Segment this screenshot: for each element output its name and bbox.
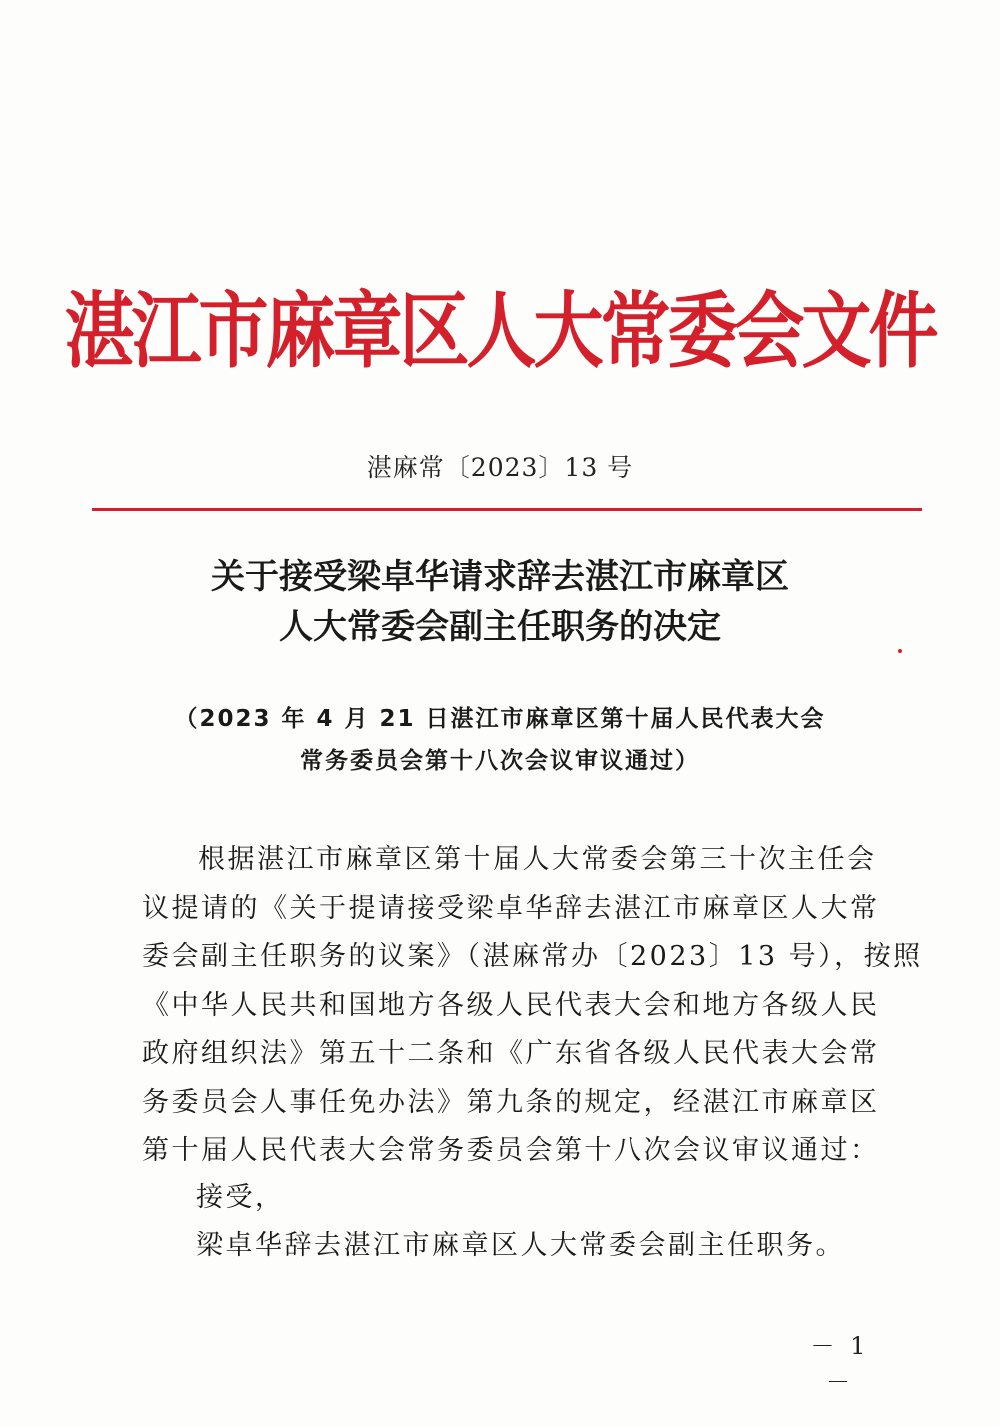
document-number: 湛麻常〔2023〕13 号 xyxy=(366,453,634,482)
decision-title-line-1: 关于接受梁卓华请求辞去湛江市麻章区 xyxy=(211,557,789,597)
body-paragraph xyxy=(142,836,923,1176)
red-divider-line xyxy=(92,508,922,511)
body-line: 第十届人民代表大会常务委员会第十八次会议审议通过： xyxy=(142,1135,880,1166)
document-header-title: 湛江市麻章区人大常委会文件 xyxy=(64,282,936,380)
body-line: 务委员会人事任免办法》第九条的规定，经湛江市麻章区 xyxy=(142,1086,880,1118)
accept-detail-text: 梁卓华辞去湛江市麻章区人大常委会副主任职务。 xyxy=(196,1230,845,1261)
body-line: 委会副主任职务的议案》（湛麻常办〔2023〕13 号），按照 xyxy=(142,941,923,972)
approval-note-line-2: 常务委员会第十八次会议审议通过） xyxy=(300,748,700,774)
decision-title-line-2: 人大常委会副主任职务的决定 xyxy=(279,607,721,647)
page-number: － 1 － xyxy=(810,1332,870,1396)
body-line: 议提请的《关于提请接受梁卓华辞去湛江市麻章区人大常 xyxy=(142,892,880,924)
red-mark xyxy=(898,649,902,653)
accept-text: 接受， xyxy=(196,1182,285,1213)
body-line: 根据湛江市麻章区第十届人大常委会第三十次主任会 xyxy=(198,844,877,875)
decision-title xyxy=(0,552,1000,652)
body-line: 《中华人民共和国地方各级人民代表大会和地方各级人民 xyxy=(142,989,880,1021)
approval-note xyxy=(0,698,1000,782)
approval-note-line-1: （2023 年 4 月 21 日湛江市麻章区第十届人民代表大会 xyxy=(174,706,826,732)
body-line: 政府组织法》第五十二条和《广东省各级人民代表大会常 xyxy=(142,1038,880,1069)
